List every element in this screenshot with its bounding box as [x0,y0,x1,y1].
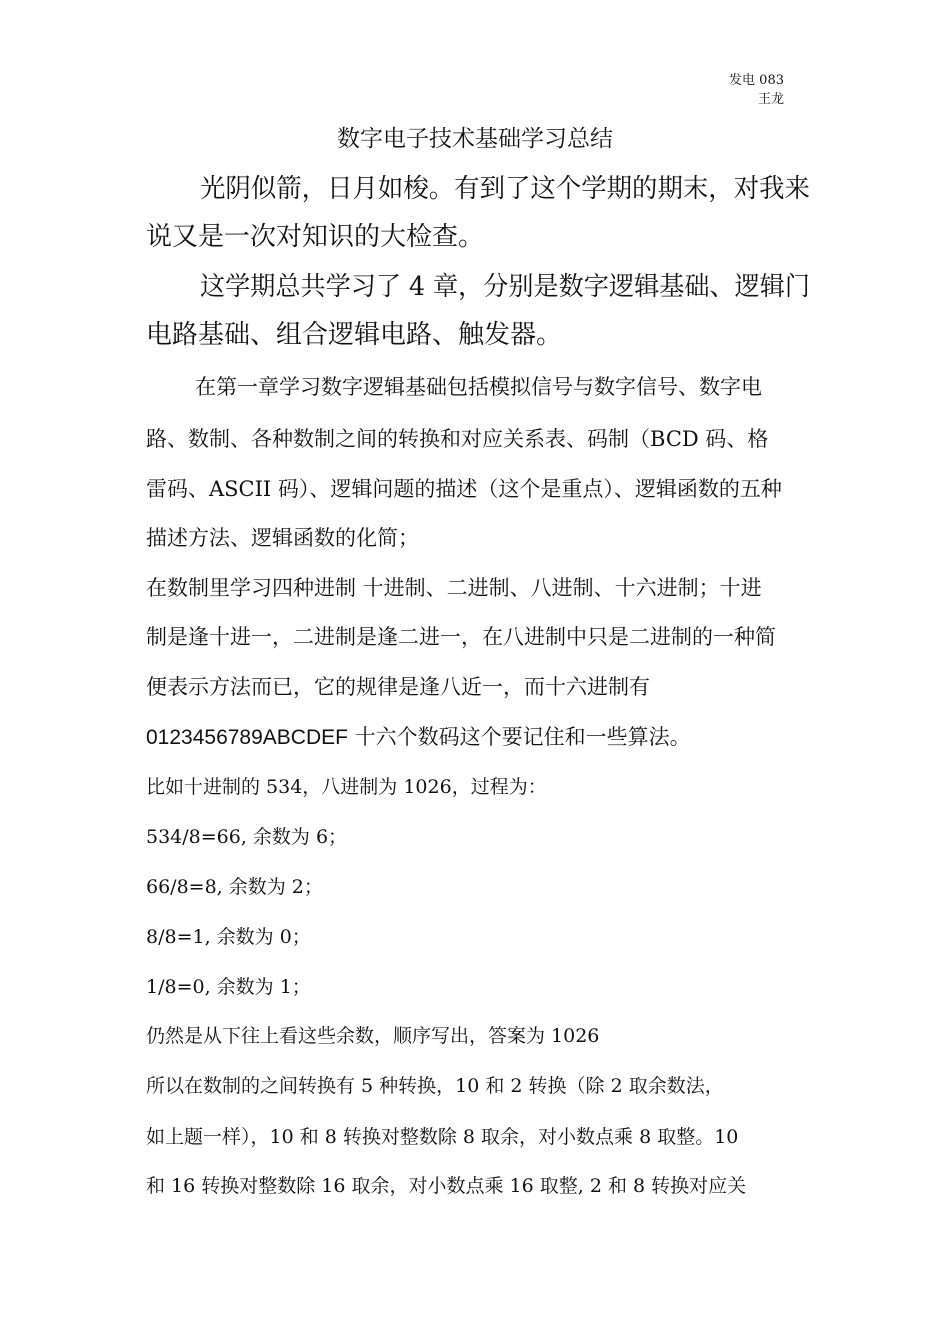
paragraph-4-line-2: 制是逢十进一，二进制是逢二进一，在八进制中只是二进制的一种简 [146,625,776,649]
hex-digits-tail: 十六个数码这个要记住和一些算法。 [347,725,691,749]
example-line-1: 比如十进制的 534，八进制为 1026，过程为： [146,776,547,798]
paragraph-3-line-4: 描述方法、逻辑函数的化简； [146,526,419,550]
header-author: 王龙 [757,92,784,107]
example-line-4: 8/8=1, 余数为 0； [146,926,311,948]
paragraph-1-line-2: 说又是一次对知识的大检查。 [146,222,485,252]
paragraph-1-line-1: 光阴似箭，日月如梭。有到了这个学期的期末，对我来 [200,174,810,204]
example-line-2: 534/8=66, 余数为 6； [146,826,348,848]
hex-digits: 0123456789ABCDEF [146,726,348,749]
paragraph-5-line-1: 所以在数制的之间转换有 5 种转换，10 和 2 转换（除 2 取余数法， [146,1075,724,1097]
header-class-name: 发电 083 [729,73,784,88]
paragraph-5-line-2: 如上题一样），10 和 8 转换对整数除 8 取余，对小数点乘 8 取整。10 [146,1126,739,1148]
example-line-5: 1/8=0, 余数为 1； [146,976,311,998]
paragraph-5-line-3: 和 16 转换对整数除 16 取余，对小数点乘 16 取整, 2 和 8 转换对应关 [146,1175,747,1197]
paragraph-3-line-1: 在第一章学习数字逻辑基础包括模拟信号与数字信号、数字电 [195,375,762,399]
paragraph-4-line-3: 便表示方法而已，它的规律是逢八近一，而十六进制有 [146,675,650,699]
paragraph-3-line-3: 雷码、ASCII 码）、逻辑问题的描述（这个是重点）、逻辑函数的五种 [146,477,782,501]
paragraph-3-line-2: 路、数制、各种数制之间的转换和对应关系表、码制（BCD 码、格 [146,427,769,451]
page-title: 数字电子技术基础学习总结 [337,126,613,152]
example-line-6: 仍然是从下往上看这些余数，顺序写出，答案为 1026 [146,1025,600,1047]
paragraph-4-line-4 [146,721,691,751]
example-line-3: 66/8=8, 余数为 2； [146,876,323,898]
paragraph-2-line-2: 电路基础、组合逻辑电路、触发器。 [146,320,563,350]
paragraph-4-line-1: 在数制里学习四种进制 十进制、二进制、八进制、十六进制；十进 [146,576,762,600]
paragraph-2-line-1: 这学期总共学习了 4 章，分别是数字逻辑基础、逻辑门 [200,272,811,302]
